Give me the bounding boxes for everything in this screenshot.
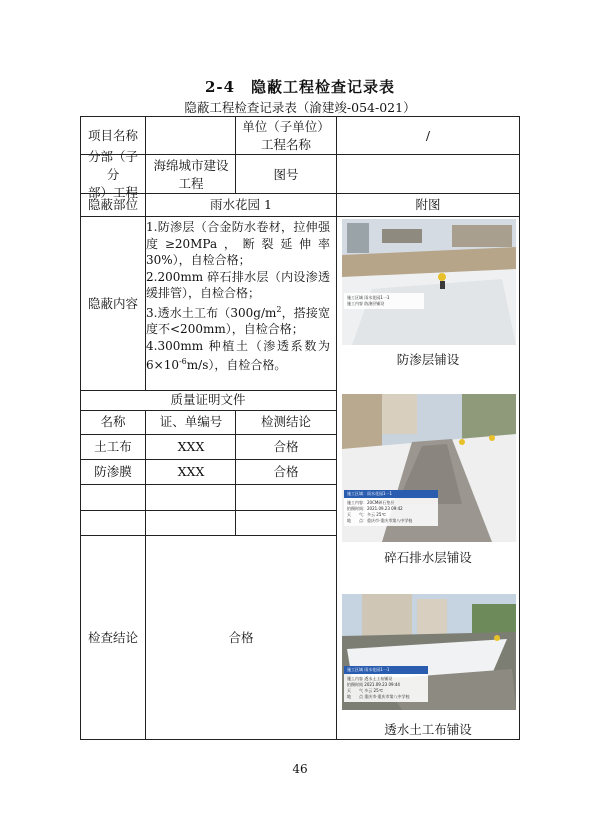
table-subtitle: 隐蔽工程检查记录表（渝建竣-054-021） (184, 100, 416, 115)
division-value-line2: 工程 (178, 175, 204, 191)
row-1-cert: XXX (177, 438, 205, 454)
photo-stamp: 施工区域 雨水花园1一1 施工内容 透水土工布铺设 拍摄时间 2021.09.23 09:44 天 气 多云 25℃ 地 点 重庆市·重庆市第八中学校 (344, 666, 428, 702)
row-divider (80, 484, 336, 485)
hidden-content-label: 隐蔽内容 (87, 295, 138, 311)
content-item-2: 2.200mm 碎石排水层（内设渗透缓排管），自检合格； (146, 269, 330, 300)
content-item-3: 3.透水土工布（$300g/m^2$，搭接宽度不<200mm），自检合格； (146, 304, 330, 336)
attachment-label: 附图 (415, 197, 441, 212)
row-2-name: 防渗膜 (94, 463, 132, 479)
unit-label-line2: 工程名称 (260, 136, 311, 152)
column-cert-header: 证、单编号 (159, 414, 223, 429)
page-number: 46 (292, 762, 308, 776)
hidden-part-label: 隐蔽部位 (87, 197, 138, 212)
row-divider (80, 510, 336, 511)
photo-caption-gravel: 碎石排水层铺设 (384, 550, 472, 565)
drawing-number-label: 图号 (273, 166, 299, 182)
conclusion-label: 检查结论 (87, 629, 138, 645)
content-item-1: 1.防渗层（合金防水卷材，拉伸强度≥20MPa，断裂延伸率 30%），自检合格； (146, 220, 330, 267)
unit-project-value: / (425, 127, 431, 143)
row-1-result: 合格 (273, 438, 299, 454)
photo-caption-waterproof: 防渗层铺设 (396, 352, 460, 367)
division-label (80, 148, 146, 200)
row-2-cert: XXX (177, 463, 205, 479)
hidden-part-value: 雨水花园 1 (210, 197, 272, 212)
row-2-result: 合格 (273, 463, 299, 479)
conclusion-value: 合格 (228, 629, 254, 645)
document-heading: 2-4 隐蔽工程检查记录表 (204, 78, 396, 96)
hidden-content-text (146, 219, 330, 374)
unit-project-label (236, 116, 336, 155)
column-name-header: 名称 (100, 414, 126, 429)
photo-waterproof-layer-image (342, 219, 516, 345)
photo-geotextile (342, 594, 516, 710)
row-1-name: 土工布 (94, 438, 132, 454)
division-label-line1: 分部（子分 (87, 148, 138, 182)
project-name-label: 项目名称 (87, 127, 138, 143)
photo-stamp: 施工区域 雨水花园1一1 施工内容 防渗层铺设 (344, 293, 424, 309)
division-label-line2: 部）工程 (87, 184, 138, 200)
unit-label-line1: 单位（子单位） (242, 118, 330, 134)
division-value-line1: 海绵城市建设 (153, 157, 229, 173)
column-result-header: 检测结论 (260, 414, 311, 429)
photo-stamp: 施工区域：雨水花园1一1 施工内容：20CM碎石垫层 拍摄时间：2021.09.23 09:42 天 气：多云 25℃ 地 点：重庆市·重庆市第八中学校 (344, 490, 438, 526)
photo-caption-geotextile: 透水土工布铺设 (384, 722, 472, 737)
division-value (146, 155, 236, 194)
content-item-4: 4.300mm 种植土（渗透系数为 $6\times 10^{-6}m/s$），自检合格。 (146, 338, 330, 372)
photo-waterproof-layer (342, 219, 516, 345)
quality-docs-header: 质量证明文件 (170, 392, 246, 407)
photo-gravel-drainage (342, 394, 516, 542)
